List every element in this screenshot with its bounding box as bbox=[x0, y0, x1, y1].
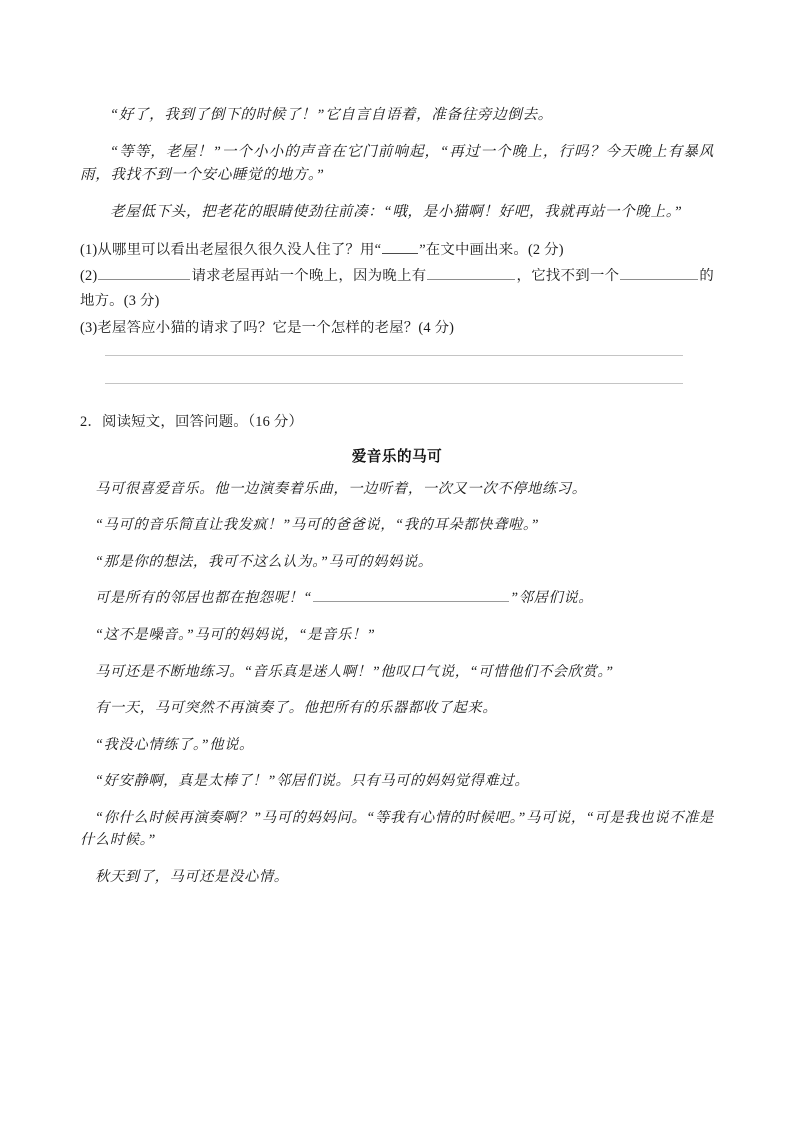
answer-blank[interactable] bbox=[382, 239, 418, 254]
answer-lines-area bbox=[80, 355, 714, 384]
passage-paragraph: 有一天，马可突然不再演奏了。他把所有的乐器都收了起来。 bbox=[95, 700, 498, 717]
question-3 bbox=[80, 316, 714, 341]
passage-paragraph: “好了，我到了倒下的时候了！”它自言自语着，准备往旁边倒去。 bbox=[110, 107, 553, 123]
passage-paragraph: “马可的音乐简直让我发疯！”马可的爸爸说，“我的耳朵都快聋啦。” bbox=[95, 517, 540, 534]
passage-paragraph: 老屋低下头，把老花的眼睛使劲往前凑：“哦，是小猫啊！好吧，我就再站一个晚上。” bbox=[110, 203, 683, 220]
question-text: 老屋答应小猫的请求了吗？它是一个怎样的老屋？ bbox=[97, 319, 419, 336]
question-2 bbox=[80, 264, 714, 314]
question-score: (3 分) bbox=[123, 293, 160, 310]
passage-paragraph: “那是你的想法，我可不这么认为。”马可的妈妈说。 bbox=[95, 553, 433, 570]
answer-blank[interactable] bbox=[313, 588, 509, 603]
passage-paragraph: “好安静啊，真是太棒了！”邻居们说。只有马可的妈妈觉得难过。 bbox=[95, 773, 530, 790]
passage-paragraph: “这不是噪音。”马可的妈妈说，“是音乐！” bbox=[95, 626, 376, 643]
paragraph-text-after: ”邻居们说。 bbox=[510, 590, 594, 607]
passage-paragraph: “你什么时候再演奏啊？”马可的妈妈问。“等我有心情的时候吧。”马可说，“可是我也说不准是什么时候。” bbox=[80, 809, 714, 849]
passage-paragraph-with-blank bbox=[80, 587, 714, 610]
question-number: (3) bbox=[80, 319, 98, 336]
question-score: (2 分) bbox=[527, 241, 564, 258]
passage-paragraph: “我没心情练了。”他说。 bbox=[95, 736, 254, 753]
passage-paragraph: “等等，老屋！”一个小小的声音在它门前响起，“再过一个晚上，行吗？今天晚上有暴风雨，我找不到一个安心睡觉的地方。” bbox=[80, 143, 714, 184]
passage-paragraph: 马可还是不断地练习。“音乐真是迷人啊！”他叹口气说，“可惜他们不会欣赏。” bbox=[95, 663, 614, 680]
question-score: (4 分) bbox=[418, 319, 455, 336]
article-title: 爱音乐的马可 bbox=[351, 448, 443, 465]
question-text: 从哪里可以看出老屋很久很久没人住了？用“ bbox=[97, 241, 382, 258]
page-content bbox=[80, 104, 714, 903]
question-list bbox=[80, 238, 714, 384]
answer-blank[interactable] bbox=[427, 266, 515, 281]
paragraph-text-before: 可是所有的邻居也都在抱怨呢！“ bbox=[95, 590, 313, 607]
section-heading: 2．阅读短文，回答问题。（16 分） bbox=[80, 413, 304, 430]
question-1 bbox=[80, 238, 714, 263]
question-text: ，它找不到一个 bbox=[516, 268, 620, 285]
passage-paragraph: 马可很喜爱音乐。他一边演奏着乐曲，一边听着，一次又一次不停地练习。 bbox=[95, 480, 587, 497]
passage-paragraph: 秋天到了，马可还是没心情。 bbox=[95, 869, 289, 886]
question-number: (2) bbox=[80, 268, 98, 285]
passage-one bbox=[80, 104, 714, 225]
answer-rule-line[interactable] bbox=[105, 383, 683, 384]
question-text: 请求老屋再站一个晚上，因为晚上有 bbox=[191, 268, 427, 285]
answer-rule-line[interactable] bbox=[105, 355, 683, 356]
question-text: ”在文中画出来。 bbox=[419, 241, 528, 258]
answer-blank[interactable] bbox=[620, 266, 698, 281]
answer-blank[interactable] bbox=[98, 266, 190, 281]
question-text: 的地方。 bbox=[80, 268, 715, 310]
question-number: (1) bbox=[80, 241, 98, 258]
passage-two bbox=[80, 478, 714, 889]
